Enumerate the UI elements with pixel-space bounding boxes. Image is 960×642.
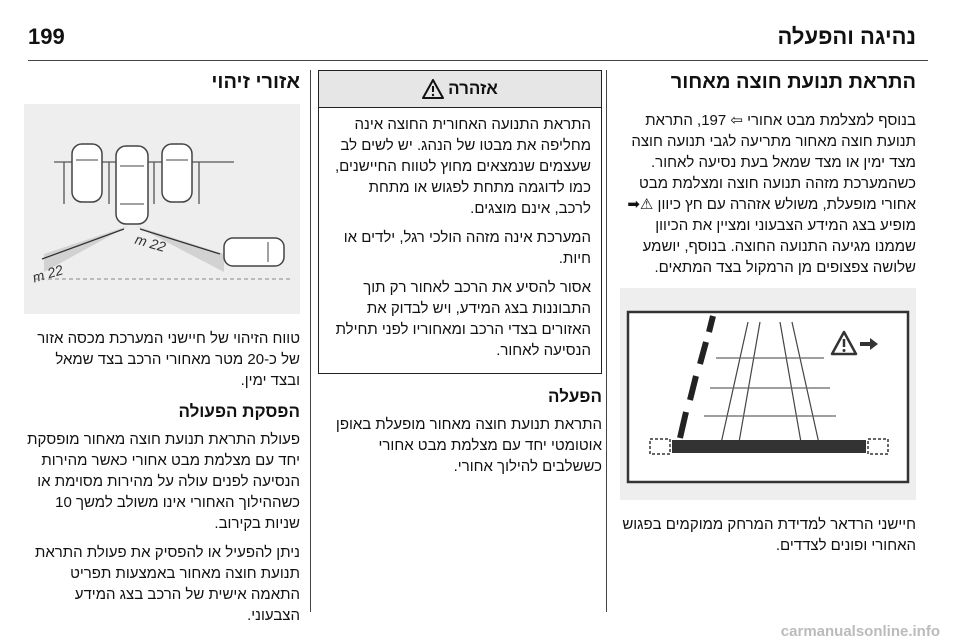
detection-zones-heading: אזורי זיהוי xyxy=(211,71,300,93)
activation-paragraph: התראת תנועת חוצה מאחור מופעלת באופן אוטומטי יחד עם מצלמת מבט אחורי כששלבים להילוך אחורי. xyxy=(335,416,602,475)
warning-header xyxy=(319,71,601,108)
rear-cross-traffic-heading: התראת תנועת חוצה מאחור xyxy=(670,71,916,93)
column-divider-right xyxy=(606,70,607,612)
page-header xyxy=(0,0,960,60)
radar-sensors-caption: חיישני הרדאר למדידת המרחק ממוקמים בפגוש האחורי ופונים לצדדים. xyxy=(622,516,916,554)
activation-heading: הפעלה xyxy=(548,387,602,406)
middle-column xyxy=(318,70,602,485)
display-screen-illustration xyxy=(620,288,916,500)
header-rule xyxy=(28,60,928,61)
column-divider-left xyxy=(310,70,311,612)
distance-label-left: 22 m xyxy=(30,261,65,286)
distance-label-right: 22 m xyxy=(133,230,168,255)
deactivation-paragraph-2: ניתן להפעיל או להפסיק את פעולת התראת תנועת חוצה מאחור באמצעות תפריט התאמה אישית של הרכב בצג המידע הצבעוני. xyxy=(34,544,300,624)
page-number: 199 xyxy=(28,24,65,49)
left-column xyxy=(24,70,300,634)
warning-paragraph-2: המערכת אינה מזהה הולכי רגל, ילדים או חיות. xyxy=(343,229,591,267)
rear-cross-traffic-paragraph: בנוסף למצלמת מבט אחורי ⇦ 197, התראת תנועת חוצה מאחור מתריעה לגבי תנועה חוצה מצד ימין או מצד שמאל בעת נסיעה לאחור. כשהמערכת מזהה תנועה חוצה ומצלמת מבט אחורי מופעלת, משולש אזהרה עם חץ כיוון ⚠➡ מופיע בצג המידע הצבעוני ומציין את הכיוון שממנו מגיעה התנועה החוצה. בנוסף, יושמע שלושה צפצופים מן הרמקול בצד המתאים. xyxy=(627,112,916,276)
running-title: נהיגה והפעלה xyxy=(777,24,916,49)
deactivation-heading: הפסקת הפעולה xyxy=(178,402,300,421)
watermark-footer: carmanualsonline.info xyxy=(780,623,940,640)
detection-zones-text: טווח הזיהוי של חיישני המערכת מכסה אזור של כ-20 מטר מאחורי הרכב בצד שמאל ובצד ימין. xyxy=(37,330,300,389)
warning-paragraph-3: אסור להסיע את הרכב לאחור רק תוך התבוננות בצג המידע, ויש לבדוק את האזורים בצדי הרכב ומאחוריו לפני תחילת הנסיעה לאחור. xyxy=(335,279,591,359)
right-column xyxy=(620,70,916,564)
deactivation-paragraph-1: פעולת התראת תנועת חוצה מאחור מופסקת יחד עם מצלמת מבט אחורי כאשר מהירות הנסיעה לפנים עולה על מהירות מסוימת או כשההילוך האחורי אינו משולב למשך 10 שניות בקירוב. xyxy=(27,431,300,532)
warning-title: אזהרה xyxy=(448,79,498,98)
display-screen-figure xyxy=(620,288,916,500)
warning-icon xyxy=(422,79,444,99)
parking-lot-illustration xyxy=(24,104,300,314)
warning-paragraph-1: התראת התנועה האחורית החוצה אינה מחליפה את מבטו של הנהג. יש לשים לב שעצמים שנמצאים מחוץ לטווח החיישנים, כמו לדוגמה מתחת לפגוש או מתחת לרכב, אינם מוצגים. xyxy=(335,116,591,217)
warning-box xyxy=(318,70,602,374)
detection-zones-figure xyxy=(24,104,300,314)
